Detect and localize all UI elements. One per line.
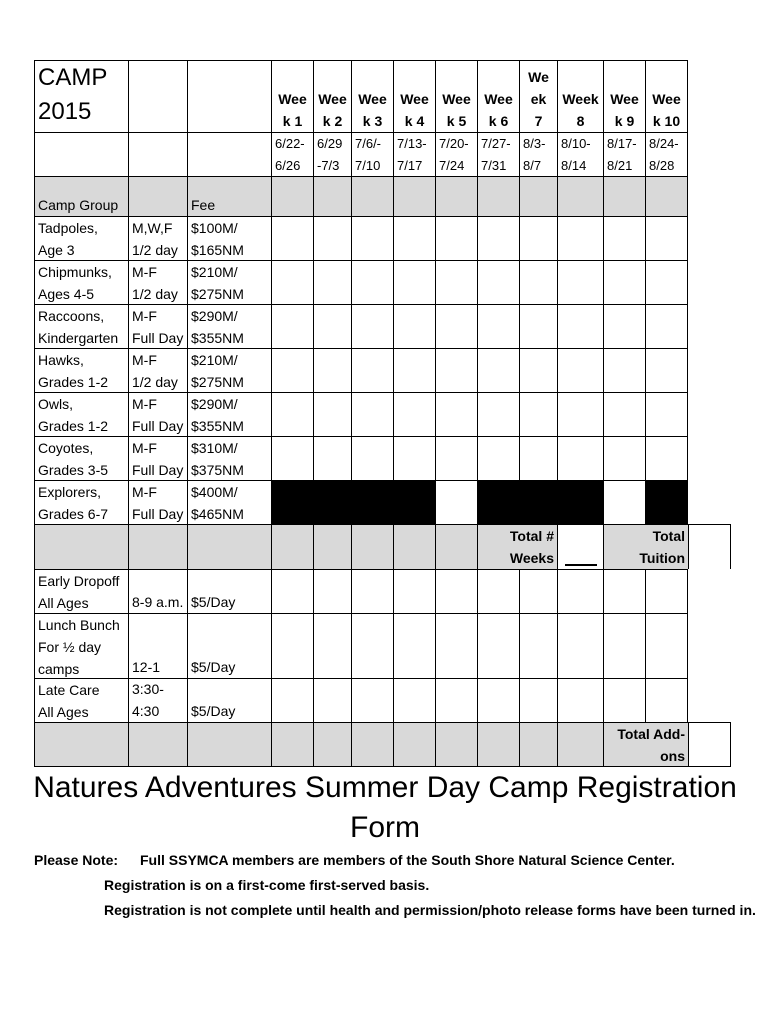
- unavailable-week-cell: [519, 480, 557, 524]
- camp-fee: $310M/ $375NM: [187, 436, 271, 480]
- addon-week-cell[interactable]: [435, 613, 477, 678]
- shaded-cell: [34, 524, 128, 569]
- shaded-cell: [351, 524, 393, 569]
- week-selection-cell[interactable]: [477, 392, 519, 436]
- addon-time: 3:30- 4:30: [128, 678, 187, 722]
- addon-week-cell[interactable]: [645, 678, 688, 722]
- notes-section: [34, 848, 756, 923]
- shaded-cell: [271, 176, 313, 216]
- week-selection-cell[interactable]: [645, 260, 688, 304]
- addon-week-cell[interactable]: [393, 613, 435, 678]
- week-10-dates: 8/24- 8/28: [645, 132, 688, 176]
- week-label-text: We ek 7: [528, 69, 549, 129]
- week-selection-cell[interactable]: [477, 260, 519, 304]
- shaded-cell: [128, 722, 187, 767]
- week-5-dates: 7/20- 7/24: [435, 132, 477, 176]
- week-label-text: Wee k 1: [278, 91, 307, 129]
- week-2-dates: 6/29 -7/3: [313, 132, 351, 176]
- week-7-dates: 8/3- 8/7: [519, 132, 557, 176]
- shaded-cell: [187, 722, 271, 767]
- blank-header-cell: [128, 60, 187, 132]
- week-selection-cell[interactable]: [645, 436, 688, 480]
- addon-week-cell[interactable]: [477, 569, 519, 613]
- week-selection-cell[interactable]: [351, 436, 393, 480]
- week-selection-cell[interactable]: [557, 304, 603, 348]
- shaded-cell: [313, 176, 351, 216]
- week-selection-cell[interactable]: [313, 304, 351, 348]
- addon-week-cell[interactable]: [519, 613, 557, 678]
- week-8-label: [557, 60, 603, 132]
- camp-group-name: Raccoons, Kindergarten: [34, 304, 128, 348]
- shaded-cell: [313, 524, 351, 569]
- addon-week-cell[interactable]: [603, 678, 645, 722]
- shaded-cell: [435, 722, 477, 767]
- week-selection-cell[interactable]: [557, 216, 603, 260]
- addon-week-cell[interactable]: [477, 613, 519, 678]
- total-tuition-input[interactable]: [688, 524, 731, 569]
- week-selection-cell[interactable]: [393, 260, 435, 304]
- addon-week-cell[interactable]: [645, 613, 688, 678]
- week-selection-cell[interactable]: [313, 348, 351, 392]
- week-selection-cell[interactable]: [645, 392, 688, 436]
- addon-week-cell[interactable]: [519, 569, 557, 613]
- addon-name: Late Care All Ages: [34, 678, 128, 722]
- blank-cell: [128, 132, 187, 176]
- week-selection-cell[interactable]: [435, 260, 477, 304]
- total-weeks-blank: [565, 552, 597, 566]
- addon-week-cell[interactable]: [603, 569, 645, 613]
- unavailable-week-cell: [313, 480, 351, 524]
- week-selection-cell[interactable]: [645, 348, 688, 392]
- week-label-text: Wee k 3: [358, 91, 387, 129]
- week-selection-cell[interactable]: [313, 436, 351, 480]
- shaded-cell: [393, 524, 435, 569]
- addon-week-cell[interactable]: [477, 678, 519, 722]
- unavailable-week-cell: [557, 480, 603, 524]
- week-2-label: [313, 60, 351, 132]
- week-selection-cell[interactable]: [519, 216, 557, 260]
- week-selection-cell[interactable]: [477, 304, 519, 348]
- week-selection-cell[interactable]: [313, 216, 351, 260]
- addon-week-cell[interactable]: [393, 678, 435, 722]
- camp-heading: CAMP 2015: [34, 60, 128, 132]
- shaded-cell: [128, 524, 187, 569]
- week-selection-cell[interactable]: [351, 304, 393, 348]
- week-selection-cell[interactable]: [271, 392, 313, 436]
- week-selection-cell[interactable]: [435, 348, 477, 392]
- week-9-dates: 8/17- 8/21: [603, 132, 645, 176]
- week-selection-cell[interactable]: [435, 216, 477, 260]
- unavailable-week-cell: [645, 480, 688, 524]
- shaded-cell: [271, 524, 313, 569]
- week-selection-cell[interactable]: [351, 216, 393, 260]
- week-selection-cell[interactable]: [519, 436, 557, 480]
- shaded-cell: [187, 524, 271, 569]
- addon-week-cell[interactable]: [557, 569, 603, 613]
- week-selection-cell[interactable]: [603, 304, 645, 348]
- week-selection-cell[interactable]: [393, 392, 435, 436]
- week-selection-cell[interactable]: [519, 348, 557, 392]
- note-line-1: Full SSYMCA members are members of the South Shore Natural Science Center.: [140, 852, 675, 868]
- week-selection-cell[interactable]: [557, 436, 603, 480]
- addon-week-cell[interactable]: [271, 678, 313, 722]
- camp-group-name: Owls, Grades 1-2: [34, 392, 128, 436]
- shaded-cell: [351, 722, 393, 767]
- unavailable-week-cell: [393, 480, 435, 524]
- shaded-cell: [557, 722, 603, 767]
- addon-week-cell[interactable]: [271, 613, 313, 678]
- week-selection-cell[interactable]: [435, 436, 477, 480]
- camp-schedule: M-F Full Day: [128, 392, 187, 436]
- week-selection-cell[interactable]: [477, 348, 519, 392]
- week-selection-cell[interactable]: [603, 480, 645, 524]
- week-selection-cell[interactable]: [519, 260, 557, 304]
- week-selection-cell[interactable]: [271, 348, 313, 392]
- blank-cell: [34, 132, 128, 176]
- addon-week-cell[interactable]: [557, 678, 603, 722]
- week-5-label: [435, 60, 477, 132]
- shaded-cell: [519, 176, 557, 216]
- week-label-text: Wee k 9: [610, 91, 639, 129]
- addon-time: 12-1: [128, 613, 187, 678]
- camp-group-header: Camp Group: [34, 176, 128, 216]
- week-selection-cell[interactable]: [603, 260, 645, 304]
- week-selection-cell[interactable]: [271, 436, 313, 480]
- camp-schedule: M,W,F 1/2 day: [128, 216, 187, 260]
- total-addons-label: Total Add- ons: [603, 722, 688, 767]
- week-selection-cell[interactable]: [271, 216, 313, 260]
- addon-week-cell[interactable]: [313, 613, 351, 678]
- week-selection-cell[interactable]: [435, 304, 477, 348]
- week-6-dates: 7/27- 7/31: [477, 132, 519, 176]
- week-selection-cell[interactable]: [393, 216, 435, 260]
- addon-week-cell[interactable]: [351, 613, 393, 678]
- addon-fee: $5/Day: [187, 569, 271, 613]
- addon-week-cell[interactable]: [519, 678, 557, 722]
- week-3-label: [351, 60, 393, 132]
- shaded-cell: [271, 722, 313, 767]
- week-label-text: Week 8: [562, 91, 599, 129]
- addon-week-cell[interactable]: [271, 569, 313, 613]
- shaded-cell: [477, 722, 519, 767]
- addon-week-cell[interactable]: [393, 569, 435, 613]
- shaded-cell: [603, 176, 645, 216]
- week-label-text: Wee k 2: [318, 91, 347, 129]
- camp-fee: $100M/ $165NM: [187, 216, 271, 260]
- addon-name: Lunch Bunch For ½ day camps: [34, 613, 128, 678]
- week-selection-cell[interactable]: [519, 392, 557, 436]
- week-selection-cell[interactable]: [557, 392, 603, 436]
- note-line-3: Registration is not complete until health and permission/photo release forms have been turned in.: [104, 902, 756, 918]
- shaded-cell: [435, 176, 477, 216]
- shaded-cell: [393, 722, 435, 767]
- week-selection-cell[interactable]: [477, 436, 519, 480]
- week-selection-cell[interactable]: [271, 260, 313, 304]
- camp-fee: $210M/ $275NM: [187, 348, 271, 392]
- camp-group-name: Tadpoles, Age 3: [34, 216, 128, 260]
- week-selection-cell[interactable]: [603, 436, 645, 480]
- week-selection-cell[interactable]: [435, 480, 477, 524]
- shaded-cell: [519, 722, 557, 767]
- addon-week-cell[interactable]: [313, 678, 351, 722]
- addon-week-cell[interactable]: [557, 613, 603, 678]
- camp-group-name: Coyotes, Grades 3-5: [34, 436, 128, 480]
- addon-week-cell[interactable]: [603, 613, 645, 678]
- week-label-text: Wee k 6: [484, 91, 513, 129]
- addon-week-cell[interactable]: [313, 569, 351, 613]
- week-selection-cell[interactable]: [271, 304, 313, 348]
- note-label: Please Note:: [34, 852, 119, 868]
- week-6-label: [477, 60, 519, 132]
- fee-header: Fee: [187, 176, 271, 216]
- week-selection-cell[interactable]: [351, 348, 393, 392]
- week-selection-cell[interactable]: [435, 392, 477, 436]
- unavailable-week-cell: [477, 480, 519, 524]
- addon-week-cell[interactable]: [435, 569, 477, 613]
- week-4-label: [393, 60, 435, 132]
- addon-week-cell[interactable]: [351, 678, 393, 722]
- week-selection-cell[interactable]: [557, 260, 603, 304]
- week-selection-cell[interactable]: [313, 260, 351, 304]
- camp-schedule: M-F Full Day: [128, 480, 187, 524]
- unavailable-week-cell: [351, 480, 393, 524]
- addon-time: 8-9 a.m.: [128, 569, 187, 613]
- camp-fee: $290M/ $355NM: [187, 392, 271, 436]
- camp-fee: $290M/ $355NM: [187, 304, 271, 348]
- addon-fee: $5/Day: [187, 678, 271, 722]
- week-1-label: [271, 60, 313, 132]
- unavailable-week-cell: [271, 480, 313, 524]
- total-addons-input[interactable]: [688, 722, 731, 767]
- camp-schedule: M-F Full Day: [128, 304, 187, 348]
- camp-group-name: Chipmunks, Ages 4-5: [34, 260, 128, 304]
- camp-group-name: Explorers, Grades 6-7: [34, 480, 128, 524]
- camp-schedule: M-F Full Day: [128, 436, 187, 480]
- week-label-text: Wee k 10: [652, 91, 681, 129]
- blank-header-cell: [187, 60, 271, 132]
- week-10-label: [645, 60, 688, 132]
- week-selection-cell[interactable]: [393, 348, 435, 392]
- week-4-dates: 7/13- 7/17: [393, 132, 435, 176]
- addon-fee: $5/Day: [187, 613, 271, 678]
- note-line-2: Registration is on a first-come first-served basis.: [104, 877, 430, 893]
- week-selection-cell[interactable]: [393, 304, 435, 348]
- addon-week-cell[interactable]: [435, 678, 477, 722]
- week-selection-cell[interactable]: [603, 216, 645, 260]
- blank-cell: [187, 132, 271, 176]
- week-selection-cell[interactable]: [519, 304, 557, 348]
- week-8-dates: 8/10- 8/14: [557, 132, 603, 176]
- week-selection-cell[interactable]: [603, 392, 645, 436]
- camp-schedule: M-F 1/2 day: [128, 260, 187, 304]
- week-selection-cell[interactable]: [393, 436, 435, 480]
- total-tuition-label: Total Tuition: [603, 524, 688, 569]
- camp-fee: $400M/ $465NM: [187, 480, 271, 524]
- camp-group-name: Hawks, Grades 1-2: [34, 348, 128, 392]
- week-selection-cell[interactable]: [351, 392, 393, 436]
- week-label-text: Wee k 4: [400, 91, 429, 129]
- week-selection-cell[interactable]: [645, 216, 688, 260]
- week-7-label: [519, 60, 557, 132]
- shaded-cell: [645, 176, 688, 216]
- shaded-cell: [435, 524, 477, 569]
- shaded-cell: [313, 722, 351, 767]
- form-title: Natures Adventures Summer Day Camp Registration Form: [33, 771, 737, 844]
- week-selection-cell[interactable]: [477, 216, 519, 260]
- addon-week-cell[interactable]: [351, 569, 393, 613]
- week-label-text: Wee k 5: [442, 91, 471, 129]
- camp-schedule: M-F 1/2 day: [128, 348, 187, 392]
- week-selection-cell[interactable]: [557, 348, 603, 392]
- addon-name: Early Dropoff All Ages: [34, 569, 128, 613]
- week-selection-cell[interactable]: [603, 348, 645, 392]
- shaded-cell: [557, 176, 603, 216]
- total-weeks-label: Total # Weeks: [477, 524, 557, 569]
- week-3-dates: 7/6/- 7/10: [351, 132, 393, 176]
- week-selection-cell[interactable]: [645, 304, 688, 348]
- shaded-cell: [34, 722, 128, 767]
- week-9-label: [603, 60, 645, 132]
- shaded-cell: [477, 176, 519, 216]
- week-1-dates: 6/22- 6/26: [271, 132, 313, 176]
- total-weeks-input[interactable]: [557, 524, 603, 569]
- week-selection-cell[interactable]: [313, 392, 351, 436]
- addon-week-cell[interactable]: [645, 569, 688, 613]
- shaded-cell: [351, 176, 393, 216]
- shaded-cell: [128, 176, 187, 216]
- week-selection-cell[interactable]: [351, 260, 393, 304]
- camp-fee: $210M/ $275NM: [187, 260, 271, 304]
- shaded-cell: [393, 176, 435, 216]
